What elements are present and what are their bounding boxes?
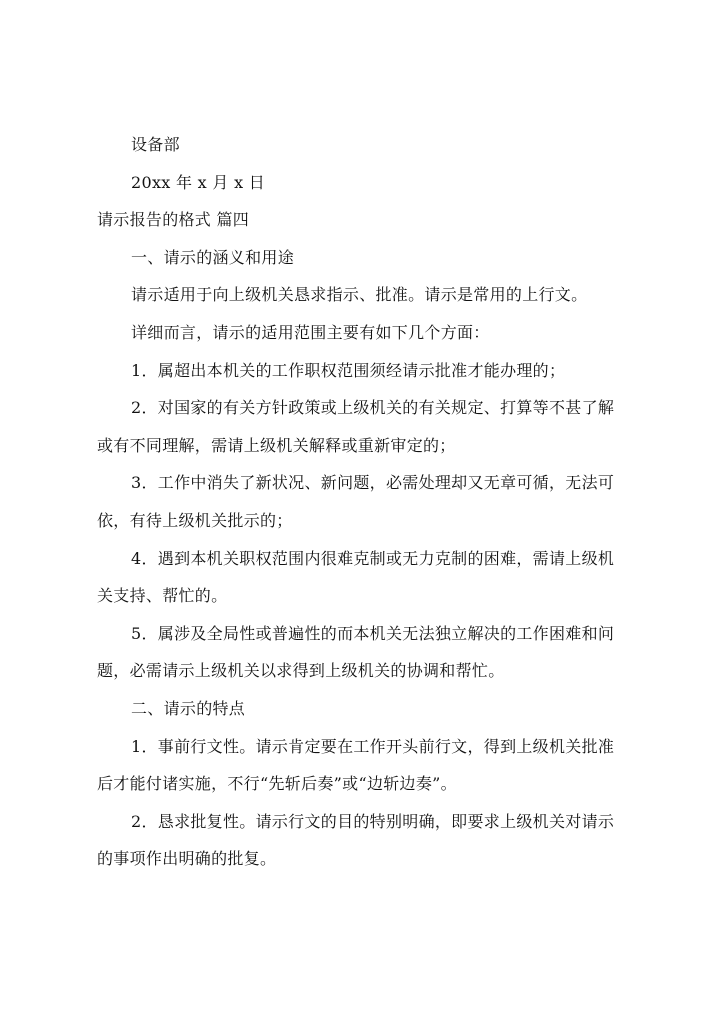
text-line: 的事项作出明确的批复。 [97,849,277,869]
text-line: 后才能付诸实施，不行“先斩后奏”或“边斩边奏”。 [97,774,457,794]
text-line: 设备部 [131,135,180,154]
heading-line: 一、请示的涵义和用途 [131,247,295,267]
document-body [97,126,629,878]
text-line: 5．属涉及全局性或普遍性的而本机关无法独立解决的工作困难和问 [131,623,615,643]
text-line: 题，必需请示上级机关以求得到上级机关的协调和帮忙。 [97,661,505,681]
text-line: 关支持、帮忙的。 [97,586,228,606]
section-title: 请示报告的格式 篇四 [97,210,250,230]
text-line: 或有不同理解，需请上级机关解释或重新审定的； [97,435,456,455]
text-line: 依，有待上级机关批示的； [97,510,293,530]
text-line: 20xx 年 x 月 x 日 [131,172,266,192]
text-line: 请示适用于向上级机关恳求指示、批准。请示是常用的上行文。 [131,285,588,305]
text-line: 2．对国家的有关方针政策或上级机关的有关规定、打算等不甚了解 [131,398,615,418]
text-line: 2．恳求批复性。请示行文的目的特别明确，即要求上级机关对请示 [131,811,615,831]
text-line: 1．属超出本机关的工作职权范围须经请示批准才能办理的； [131,360,566,380]
text-line: 详细而言，请示的适用范围主要有如下几个方面： [131,322,490,342]
text-line: 4．遇到本机关职权范围内很难克制或无力克制的困难，需请上级机 [131,548,615,568]
text-line: 1．事前行文性。请示肯定要在工作开头前行文，得到上级机关批准 [131,736,615,756]
text-line: 3．工作中消失了新状况、新问题，必需处理却又无章可循，无法可 [131,473,615,493]
heading-line: 二、请示的特点 [131,698,246,718]
